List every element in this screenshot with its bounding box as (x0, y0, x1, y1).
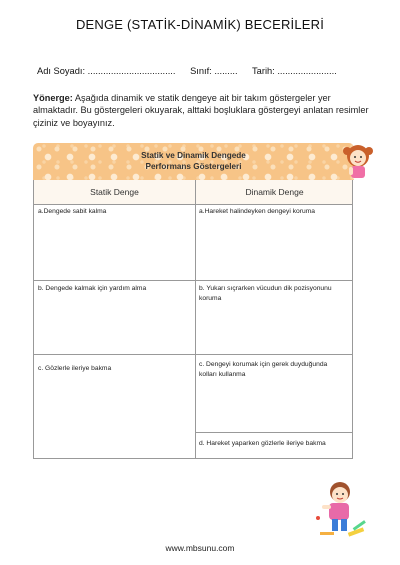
instruction-label: Yönerge: (33, 93, 73, 103)
name-field[interactable]: Adı Soyadı: .................................. (37, 66, 176, 76)
column-divider (195, 180, 196, 458)
static-item: b. Dengede kalmak için yardım alma (38, 285, 147, 292)
dynamic-item: a.Hareket halindeyken dengeyi koruma (199, 208, 315, 215)
dynamic-item: b. Yukarı sıçrarken vücudun dik pozisyonunu koruma (199, 285, 332, 302)
website-footer[interactable]: www.mbsunu.com (165, 543, 235, 553)
row-divider (34, 280, 353, 281)
boy-illustration (312, 478, 372, 540)
static-item: c. Gözlerle ileriye bakma (38, 365, 112, 372)
instruction-body: Aşağıda dinamik ve statik dengeye ait bir takım göstergeler yer almaktadır. Bu göstergeleri okuyarak, alttaki boşluklara göstergeyi anlatan resimler çiziniz ve boyayınız. (33, 93, 369, 128)
header-dynamic: Dinamik Denge (245, 187, 304, 197)
banner-line-2: Performans Göstergeleri (145, 162, 242, 171)
girl-illustration (338, 138, 378, 182)
dynamic-item: c. Dengeyi korumak için gerek duyduğunda kolları kullanma (199, 361, 328, 378)
date-field[interactable]: Tarih: ....................... (252, 66, 337, 76)
class-field[interactable]: Sınıf: ......... (190, 66, 238, 76)
performance-table (33, 180, 353, 459)
student-info-line (37, 66, 349, 76)
header-static: Statik Denge (90, 187, 139, 197)
table-header-row (34, 180, 352, 205)
page-title: DENGE (STATİK-DİNAMİK) BECERİLERİ (75, 17, 325, 32)
instruction-text (33, 92, 373, 129)
row-divider (196, 432, 353, 433)
table-banner (33, 143, 354, 180)
banner-line-1: Statik ve Dinamik Dengede (141, 151, 246, 160)
static-item: a.Dengede sabit kalma (38, 208, 107, 215)
row-divider (34, 354, 353, 355)
dynamic-item: d. Hareket yaparken gözlerle ileriye bakma (199, 440, 326, 447)
